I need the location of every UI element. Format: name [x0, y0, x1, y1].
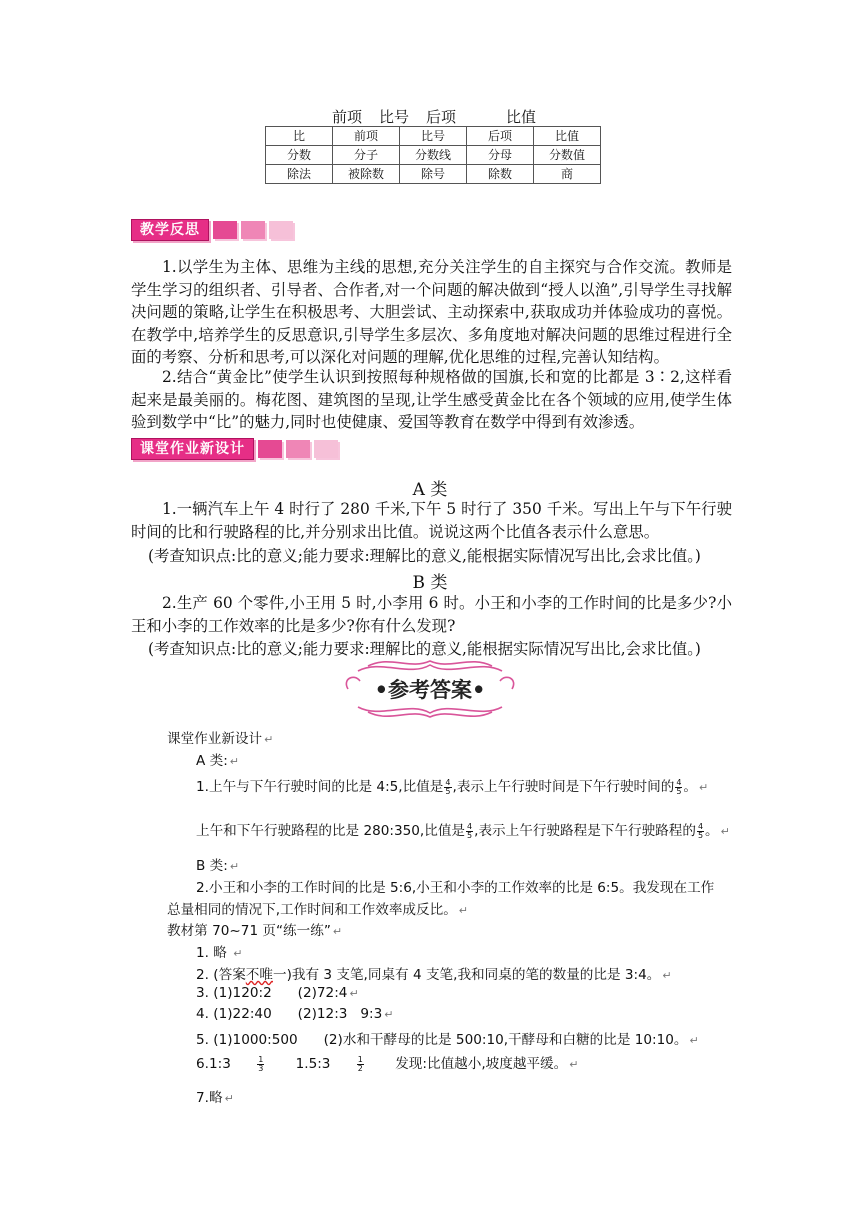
return-mark: ↵	[229, 755, 240, 768]
fraction-4-5	[466, 823, 473, 840]
return-mark: ↵	[264, 733, 274, 746]
table-row	[266, 165, 601, 184]
answer-b-line-2	[167, 898, 468, 918]
return-mark: ↵	[349, 987, 359, 1000]
table-cell: 除号	[400, 165, 467, 184]
caption-antecedent: 前项	[332, 108, 363, 126]
exercise-6	[196, 1052, 578, 1073]
exercise-4	[196, 1006, 394, 1022]
decor-square	[314, 440, 338, 458]
numerator: 1	[258, 1054, 264, 1064]
caption-ratio-value: 比值	[506, 108, 537, 126]
answer-b-line-1: 2.小王和小李的工作时间的比是 5:6,小王和小李的工作效率的比是 6:5。我发现在工作	[196, 880, 715, 896]
question-1: 1.一辆汽车上午 4 时行了 280 千米,下午 5 时行了 350 千米。写出上午与下午行驶时间的比和行驶路程的比,并分别求出比值。说说这两个比值各表示什么意思。	[131, 500, 732, 541]
answer-text: 5. (1)1000:500 (2)水和干酵母的比是 500:10,干酵母和白糖的比是 10:10。	[196, 1032, 688, 1048]
answer-text: ,表示上午行驶时间是下午行驶时间的	[452, 779, 675, 795]
table-cell: 商	[534, 165, 601, 184]
answer-text: 教材第 70~71 页“练一练”	[167, 923, 331, 939]
answers-heading	[167, 727, 273, 747]
answer-text: 7.略	[196, 1090, 223, 1106]
return-mark: ↵	[233, 947, 243, 960]
answer-text: 4. (1)22:40 (2)12:3 9:3	[196, 1006, 383, 1022]
ratio-comparison-table	[265, 126, 601, 184]
table-cell: 分母	[467, 146, 534, 165]
table-row	[266, 127, 601, 146]
question-2: 2.生产 60 个零件,小王用 5 时,小李用 6 时。小王和小李的工作时间的比是多少?小王和小李的工作效率的比是多少?你有什么发现?	[131, 594, 732, 635]
exercise-1	[196, 941, 242, 961]
answer-text: 上午和下午行驶路程的比是 280:350,比值是	[196, 823, 466, 839]
decor-square	[269, 221, 293, 239]
answers-a-label-text: A 类:	[196, 753, 228, 769]
numerator: 4	[676, 777, 682, 787]
answer-text: 2. (答案	[196, 967, 246, 983]
fraction-4-5	[444, 779, 451, 796]
question-2-note: (考查知识点:比的意义;能力要求:理解比的意义,能根据实际情况写出比,会求比值。)	[148, 640, 701, 658]
return-mark: ↵	[229, 860, 240, 873]
table-cell: 前项	[333, 127, 400, 146]
reflection-paragraph-2: 2.结合“黄金比”使学生认识到按照每种规格做的国旗,长和宽的比都是 3∶2,这样看起来是最美丽的。梅花图、建筑图的呈现,让学生感受黄金比在各个领域的应用,使学生体验到数学中“比”的魅力,同时也使健康、爱国等教育在数学中得到有效渗透。	[131, 368, 732, 431]
textbook-reference	[167, 919, 342, 939]
caption-consequent: 后项	[426, 108, 457, 126]
answer-text: 总量相同的情况下,工作时间和工作效率成反比。	[167, 902, 457, 918]
reference-answer-title: •参考答案•	[374, 677, 486, 702]
return-mark: ↵	[384, 1008, 394, 1021]
numerator: 4	[445, 777, 451, 787]
exercise-5	[196, 1028, 699, 1048]
table-cell: 比	[266, 127, 333, 146]
category-b-title: B 类	[412, 573, 448, 593]
answer-text: 6.1:3	[196, 1056, 231, 1072]
table-row	[266, 146, 601, 165]
table-cell: 被除数	[333, 165, 400, 184]
return-mark: ↵	[224, 1092, 234, 1105]
answers-b-label	[196, 854, 239, 874]
answer-text: 1.上午与下午行驶时间的比是 4:5,比值是	[196, 779, 444, 795]
reference-answer-banner	[340, 655, 520, 723]
numerator: 4	[467, 821, 473, 831]
answer-text: 1.5:3	[295, 1056, 331, 1072]
answers-heading-text: 课堂作业新设计	[167, 731, 263, 747]
denominator: 5	[445, 786, 451, 796]
return-mark: ↵	[720, 825, 730, 838]
answer-text: ,表示上午行驶路程是下午行驶路程的	[474, 823, 696, 839]
fraction-1-2	[357, 1056, 364, 1073]
answer-a-line-2	[196, 819, 730, 840]
denominator: 5	[697, 830, 704, 840]
denominator: 5	[467, 830, 473, 840]
exercise-7	[196, 1086, 234, 1106]
table-cell: 分子	[333, 146, 400, 165]
numerator: 4	[697, 821, 704, 831]
table-cell: 分数	[266, 146, 333, 165]
section-title: 课堂作业新设计	[131, 438, 254, 460]
answers-a-label	[196, 749, 239, 769]
table-cell: 除法	[266, 165, 333, 184]
table-cell: 比值	[534, 127, 601, 146]
numerator: 1	[357, 1054, 363, 1064]
fraction-4-5	[697, 823, 704, 840]
table-cell: 比号	[400, 127, 467, 146]
table-cell: 除数	[467, 165, 534, 184]
answer-text: 一)我有 3 支笔,同桌有 4 支笔,我和同桌的笔的数量的比是 3:4。	[272, 967, 661, 983]
category-a-title: A 类	[412, 480, 448, 500]
table-cell: 分数线	[400, 146, 467, 165]
denominator: 3	[258, 1063, 264, 1073]
answer-a-line-1	[196, 775, 708, 796]
return-mark: ↵	[332, 925, 343, 938]
teaching-reflection-banner	[131, 219, 293, 241]
return-mark: ↵	[689, 1034, 699, 1047]
return-mark: ↵	[699, 781, 709, 794]
reflection-paragraph-1: 1.以学生为主体、思维为主线的思想,充分关注学生的自主探究与合作交流。教师是学生学习的组织者、引导者、合作者,对一个问题的解决做到“授人以渔”,引导学生寻找解决问题的策略,让学生在积极思考、大胆尝试、主动探索中,获取成功并体验成功的喜悦。在教学中,培养学生的反思意识,引导学生多层次、多角度地对解决问题的思维过程进行全面的考察、分析和思考,可以深化对问题的理解,优化思维的过程,完善认知结构。	[131, 258, 732, 366]
exercise-3	[196, 985, 359, 1001]
answer-text: 3. (1)120:2 (2)72:4	[196, 985, 348, 1001]
caption-ratio-sign: 比号	[379, 108, 410, 126]
fraction-4-5	[675, 779, 682, 796]
exercise-2	[196, 963, 672, 983]
return-mark: ↵	[458, 904, 469, 917]
question-1-note: (考查知识点:比的意义;能力要求:理解比的意义,能根据实际情况写出比,会求比值。)	[148, 547, 701, 565]
answer-text: 发现:比值越小,坡度越平缓。	[395, 1056, 568, 1072]
decor-square	[213, 221, 237, 239]
denominator: 2	[357, 1063, 363, 1073]
answer-text: 。	[705, 823, 719, 839]
fraction-1-3	[257, 1056, 264, 1073]
table-cell: 分数值	[534, 146, 601, 165]
answers-b-label-text: B 类:	[196, 858, 228, 874]
return-mark: ↵	[569, 1058, 579, 1071]
spellcheck-underlined-text: 不唯	[245, 967, 273, 983]
table-cell: 后项	[467, 127, 534, 146]
section-title: 教学反思	[131, 219, 209, 241]
decor-square	[241, 221, 265, 239]
answer-text: 。	[683, 779, 698, 795]
denominator: 5	[676, 786, 682, 796]
homework-banner	[131, 438, 338, 460]
decor-square	[286, 440, 310, 458]
decor-square	[258, 440, 282, 458]
return-mark: ↵	[662, 969, 672, 982]
answer-text: 1. 略	[196, 945, 227, 961]
